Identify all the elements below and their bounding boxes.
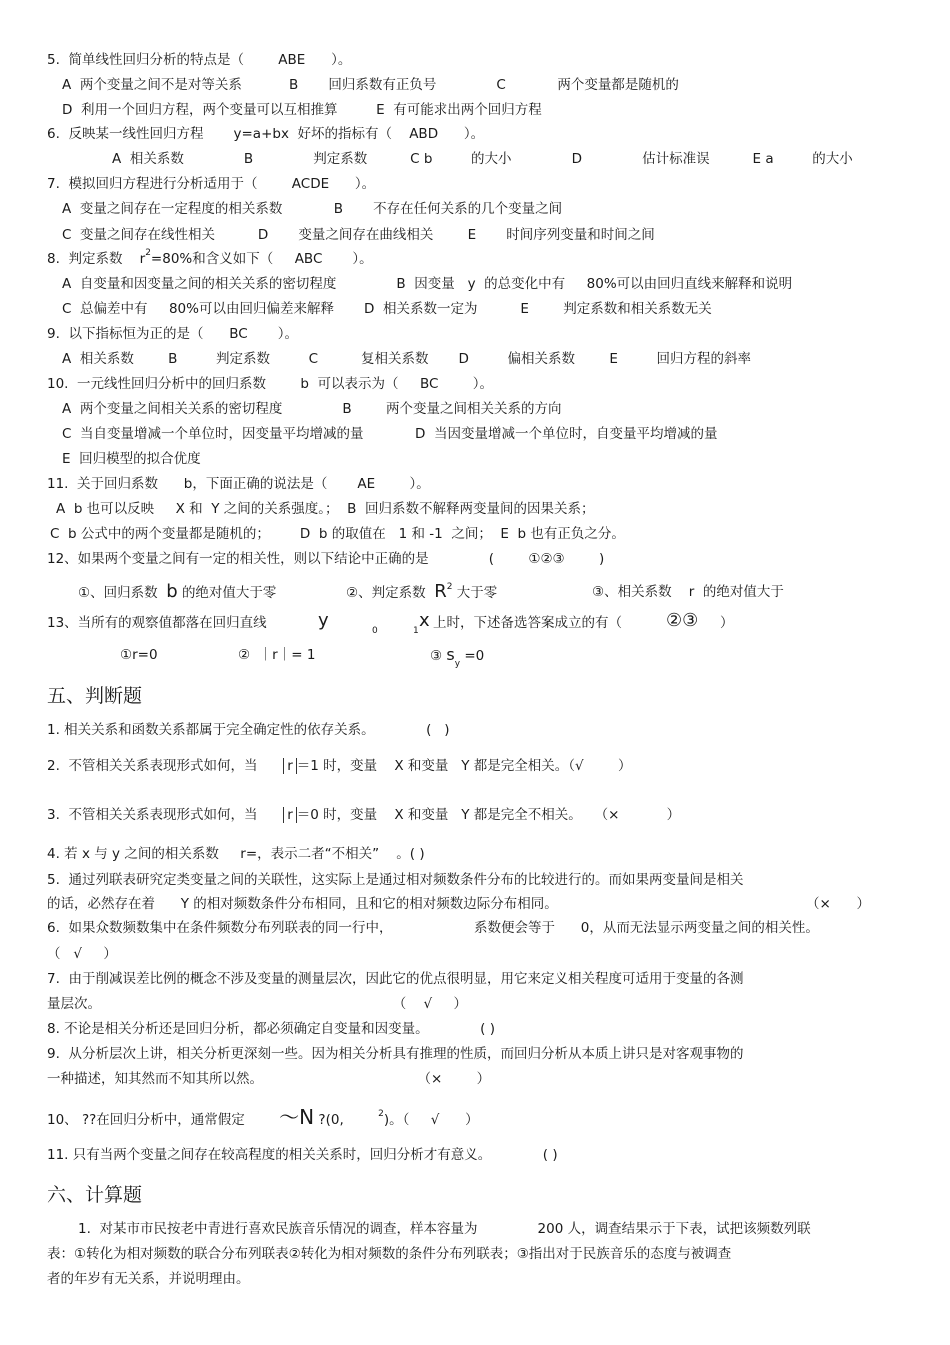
- judge-10-a: 10、 ??在回归分析中，通常假定: [47, 1112, 245, 1128]
- question-6-options-1: A 相关系数 B 判定系数 C b 的大小 D 估计标准误 E a 的大小: [112, 151, 853, 167]
- judge-2-a: 2. 不管相关关系表现形式如何，当: [47, 758, 258, 774]
- calc-1-line-2: 表：①转化为相对频数的联合分布列联表②转化为相对频数的条件分布列联表；③指出对于民族音乐的态度与被调查: [47, 1246, 732, 1262]
- question-13-option-3-sub: y: [454, 659, 461, 669]
- judge-5-answer: （× ）: [806, 896, 871, 912]
- judge-2: [47, 757, 631, 775]
- question-13-y: y: [318, 610, 329, 631]
- question-8-stem-a: 8. 判定系数 r: [47, 251, 146, 267]
- question-13-stem-a: 13、当所有的观察值都落在回归直线: [47, 615, 267, 631]
- question-12-option-2-text: 大于零: [456, 585, 498, 601]
- question-12-option-1-symbol: b: [166, 581, 178, 602]
- question-13-close: ）: [720, 615, 734, 631]
- judge-8: 8. 不论是相关分析还是回归分析，都必须确定自变量和因变量。 ( ): [47, 1021, 495, 1037]
- question-9-options-1: A 相关系数 B 判定系数 C 复相关系数 D 偏相关系数 E 回归方程的斜率: [62, 351, 752, 367]
- question-12-stem: 12、如果两个变量之间有一定的相关性，则以下结论中正确的是 ( ①②③ ): [47, 551, 605, 567]
- question-7-options-2: C 变量之间存在线性相关 D 变量之间存在曲线相关 E 时间序列变量和时间之间: [62, 227, 655, 243]
- calc-1-line-3: 者的年岁有无关系，并说明理由。: [47, 1271, 250, 1287]
- question-13-answer: ②③: [666, 610, 699, 631]
- judge-10-b: ?(0,: [318, 1112, 344, 1128]
- judge-5-line-1: 5. 通过列联表研究定类变量之间的关联性，这实际上是通过相对频数条件分布的比较进行的。而如果两变量间是相关: [47, 872, 744, 888]
- judge-4: 4. 若 x 与 y 之间的相关系数 r=，表示二者“不相关” 。( ): [47, 846, 425, 862]
- question-13-option-3-label: ③: [430, 648, 443, 664]
- question-10-stem: 10. 一元线性回归分析中的回归系数 b 可以表示为（ BC ）。: [47, 376, 494, 392]
- question-13-option-2: ② ｜r｜= 1: [238, 647, 316, 663]
- question-10-options-3: E 回归模型的拟合优度: [62, 451, 201, 467]
- judge-3-a: 3. 不管相关关系表现形式如何，当: [47, 807, 258, 823]
- question-13-option-3-s: s: [446, 645, 455, 664]
- question-6-stem: 6. 反映某一线性回归方程 y=a+bx 好坏的指标有（ ABD ）。: [47, 126, 485, 142]
- question-13-sub-0: 0: [372, 626, 378, 636]
- question-10-options-2: C 当自变量增减一个单位时，因变量平均增减的量 D 当因变量增减一个单位时，自变量平均增减的量: [62, 426, 718, 442]
- question-13-option-1: ①r=0: [120, 647, 158, 663]
- question-12-option-2: [346, 583, 497, 604]
- question-12-option-2-superscript: 2: [446, 582, 453, 592]
- question-5-stem: 5. 简单线性回归分析的特点是（ ABE ）。: [47, 52, 352, 68]
- judge-9-line-1: 9. 从分析层次上讲，相关分析更深刻一些。因为相关分析具有推理的性质，而回归分析从本质上讲只是对客观事物的: [47, 1046, 744, 1062]
- question-12-option-1-text: 的绝对值大于零: [181, 585, 277, 601]
- judge-3-b: ＝0 时，变量 X 和变量 Y 都是完全不相关。 （× ）: [296, 807, 681, 823]
- question-10-options-1: A 两个变量之间相关关系的密切程度 B 两个变量之间相关关系的方向: [62, 401, 562, 417]
- judge-1: 1. 相关关系和函数关系都属于完全确定性的依存关系。 ( ): [47, 722, 450, 738]
- judge-3: [47, 806, 680, 824]
- question-13-option-3-text: =0: [464, 648, 485, 664]
- question-11-stem: 11. 关于回归系数 b，下面正确的说法是（ AE ）。: [47, 476, 430, 492]
- judge-6-line-1: 6. 如果众数频数集中在条件频数分布列联表的同一行中， 系数便会等于 0，从而无法显示两变量之间的相关性。: [47, 920, 819, 936]
- question-5-options-2: D 利用一个回归方程，两个变量可以互相推算 E 有可能求出两个回归方程: [62, 102, 542, 118]
- judge-11: 11. 只有当两个变量之间存在较高程度的相关关系时，回归分析才有意义。 ( ): [47, 1147, 558, 1163]
- question-12-option-2-symbol: R: [434, 581, 447, 602]
- question-13-stem-b: 上时，下述备选答案成立的有（: [433, 615, 622, 631]
- question-8-stem: [47, 250, 373, 270]
- question-5-options-1: A 两个变量之间不是对等关系 B 回归系数有正负号 C 两个变量都是随机的: [62, 77, 679, 93]
- question-13-option-3: [430, 646, 484, 667]
- judge-10-distribution: ～N: [279, 1105, 315, 1129]
- question-7-options-1: A 变量之间存在一定程度的相关系数 B 不存在任何关系的几个变量之间: [62, 201, 563, 217]
- question-13-sub-1: 1: [413, 626, 419, 636]
- question-9-stem: 9. 以下指标恒为正的是（ BC ）。: [47, 326, 298, 342]
- judge-10-superscript: 2: [378, 1109, 384, 1119]
- judge-2-b: ＝1 时，变量 X 和变量 Y 都是完全相关。（√ ）: [296, 758, 632, 774]
- question-11-options-1: A b 也可以反映 X 和 Y 之间的关系强度。； B 回归系数不解释两变量间的因果关系；: [56, 501, 595, 517]
- question-11-options-2: C b 公式中的两个变量都是随机的； D b 的取值在 1 和 -1 之间； E b 也有正负之分。: [50, 526, 625, 542]
- question-8-options-1: A 自变量和因变量之间的相关关系的密切程度 B 因变量 y 的总变化中有 80%可以由回归直线来解释和说明: [62, 276, 793, 292]
- question-13-x: x: [419, 610, 430, 631]
- section-6-heading: 六、计算题: [47, 1184, 143, 1206]
- judge-2-abs-r: r: [283, 758, 297, 774]
- question-12-option-2-label: ②、判定系数: [346, 585, 426, 601]
- judge-7-line-1: 7. 由于削减误差比例的概念不涉及变量的测量层次，因此它的优点很明显，用它来定义相关程度可适用于变量的各测: [47, 971, 744, 987]
- judge-6-line-2: （ √ ）: [47, 946, 117, 962]
- judge-9-line-2: 一种描述，知其然而不知其所以然。 （× ）: [47, 1071, 491, 1087]
- judge-5-line-2: 的话，必然存在着 Y 的相对频数条件分布相同，且和它的相对频数边际分布相同。: [47, 896, 558, 912]
- question-7-stem: 7. 模拟回归方程进行分析适用于（ ACDE ）。: [47, 176, 376, 192]
- judge-10: [47, 1105, 479, 1131]
- question-12-option-3: ③、相关系数 r 的绝对值大于: [592, 584, 784, 600]
- question-12-option-1-label: ①、回归系数: [78, 585, 158, 601]
- judge-3-abs-r: r: [283, 807, 297, 823]
- calc-1-line-1: 1. 对某市市民按老中青进行喜欢民族音乐情况的调查，样本容量为 200 人，调查结果示于下表，试把该频数列联: [78, 1221, 811, 1237]
- question-8-superscript: 2: [145, 248, 151, 258]
- judge-10-c: )。（ √ ）: [383, 1112, 479, 1128]
- question-8-options-2: C 总偏差中有 80%可以由回归偏差来解释 D 相关系数一定为 E 判定系数和相关系数无关: [62, 301, 712, 317]
- question-8-stem-b: =80%和含义如下（ ABC ）。: [150, 251, 373, 267]
- section-5-heading: 五、判断题: [47, 685, 143, 707]
- question-12-option-1: [78, 583, 276, 602]
- judge-7-line-2: 量层次。 （ √ ）: [47, 996, 468, 1012]
